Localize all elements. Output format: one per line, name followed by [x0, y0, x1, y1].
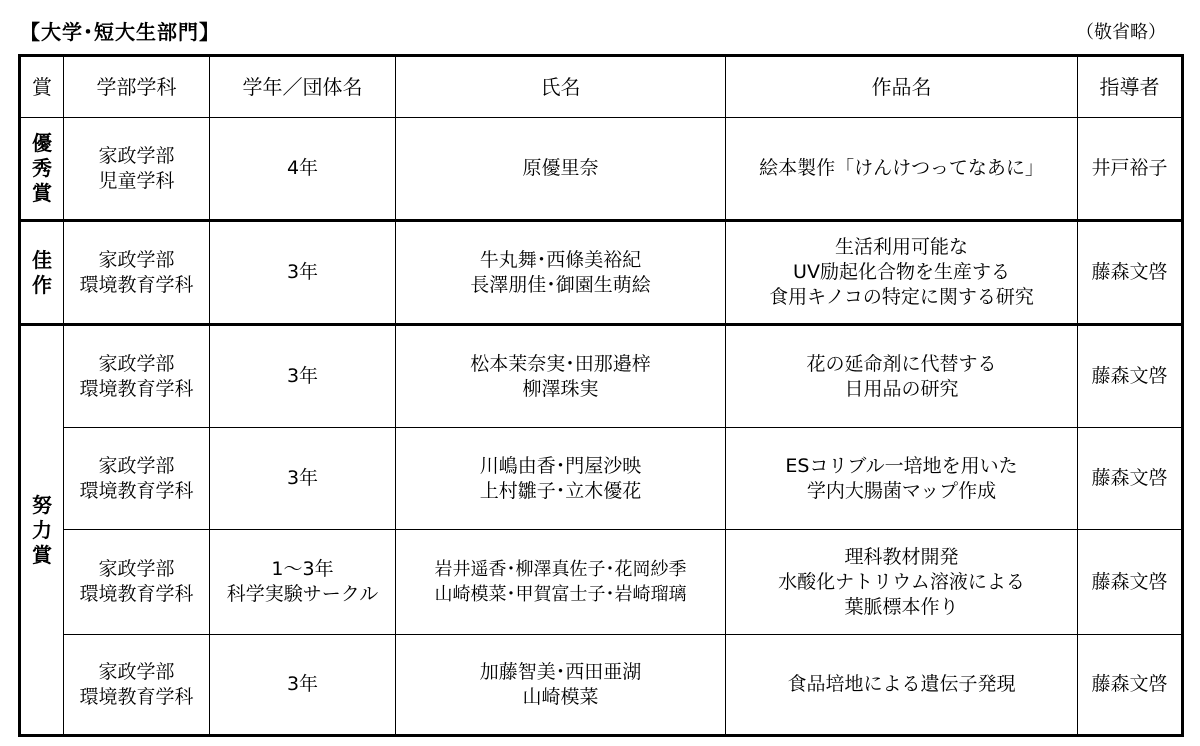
department-cell: 家政学部 児童学科 — [64, 118, 210, 221]
grade-cell: 1～3年 科学実験サークル — [210, 530, 396, 635]
grade-cell: 3年 — [210, 221, 396, 325]
header-row — [20, 56, 1183, 118]
table-row — [20, 118, 1183, 221]
names-cell: 加藤智美･西田亜湖 山崎模菜 — [396, 635, 726, 736]
advisor-cell: 藤森文啓 — [1078, 428, 1183, 530]
grade-cell: 4年 — [210, 118, 396, 221]
column-header-grade: 学年／団体名 — [210, 56, 396, 118]
award-good: 佳 作 — [20, 221, 64, 325]
table-row — [20, 428, 1183, 530]
award-excellence: 優 秀 賞 — [20, 118, 64, 221]
work-title-cell: ESコリブル一培地を用いた 学内大腸菌マップ作成 — [726, 428, 1078, 530]
names-cell: 牛丸舞･西條美裕紀 長澤朋佳･御園生萌絵 — [396, 221, 726, 325]
column-header-award: 賞 — [20, 56, 64, 118]
table-row — [20, 635, 1183, 736]
table-row — [20, 325, 1183, 428]
advisor-cell: 藤森文啓 — [1078, 635, 1183, 736]
advisor-cell: 藤森文啓 — [1078, 221, 1183, 325]
column-header-department: 学部学科 — [64, 56, 210, 118]
department-cell: 家政学部 環境教育学科 — [64, 325, 210, 428]
grade-cell: 3年 — [210, 325, 396, 428]
column-header-work: 作品名 — [726, 56, 1078, 118]
department-cell: 家政学部 環境教育学科 — [64, 530, 210, 635]
names-cell: 松本茉奈実･田那邉梓 柳澤珠実 — [396, 325, 726, 428]
award-effort: 努 力 賞 — [20, 325, 64, 736]
awards-table — [18, 54, 1184, 737]
department-cell: 家政学部 環境教育学科 — [64, 635, 210, 736]
table-row — [20, 221, 1183, 325]
advisor-cell: 井戸裕子 — [1078, 118, 1183, 221]
names-cell: 原優里奈 — [396, 118, 726, 221]
column-header-names: 氏名 — [396, 56, 726, 118]
department-cell: 家政学部 環境教育学科 — [64, 221, 210, 325]
names-cell: 岩井遥香･柳澤真佐子･花岡紗季 山崎模菜･甲賀富士子･岩崎瑠璃 — [396, 530, 726, 635]
advisor-cell: 藤森文啓 — [1078, 325, 1183, 428]
table-row — [20, 530, 1183, 635]
work-title-cell: 絵本製作「けんけつってなあに」 — [726, 118, 1078, 221]
grade-cell: 3年 — [210, 428, 396, 530]
work-title-cell: 食品培地による遺伝子発現 — [726, 635, 1078, 736]
names-cell: 川嶋由香･門屋沙映 上村雛子･立木優花 — [396, 428, 726, 530]
section-title: 【大学･短大生部門】 — [20, 20, 220, 44]
honorific-note: （敬省略） — [1076, 22, 1166, 43]
grade-cell: 3年 — [210, 635, 396, 736]
work-title-cell: 理科教材開発 水酸化ナトリウム溶液による 葉脈標本作り — [726, 530, 1078, 635]
advisor-cell: 藤森文啓 — [1078, 530, 1183, 635]
work-title-cell: 花の延命剤に代替する 日用品の研究 — [726, 325, 1078, 428]
department-cell: 家政学部 環境教育学科 — [64, 428, 210, 530]
work-title-cell: 生活利用可能な UV励起化合物を生産する 食用キノコの特定に関する研究 — [726, 221, 1078, 325]
column-header-advisor: 指導者 — [1078, 56, 1183, 118]
